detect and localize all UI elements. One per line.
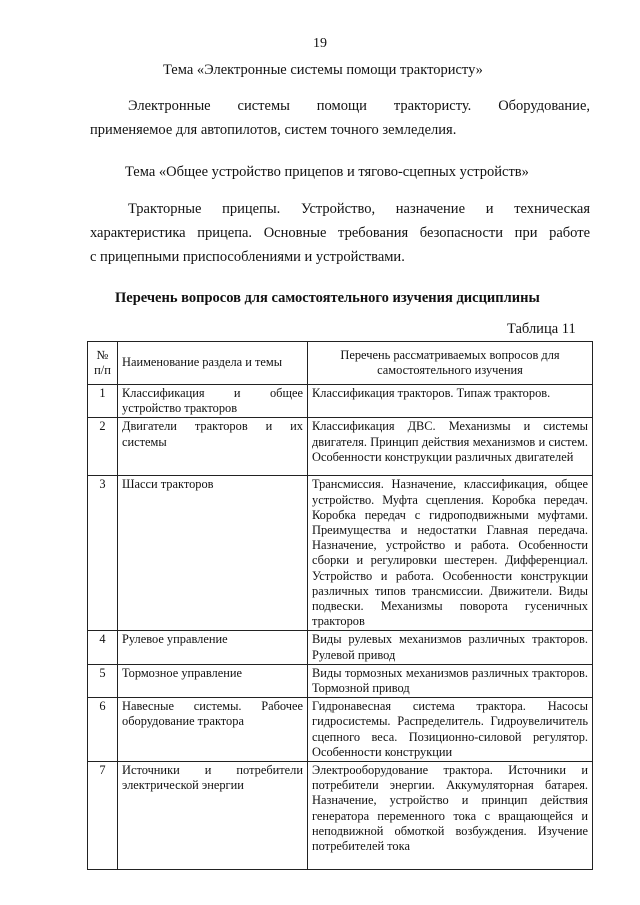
- table-row: [88, 385, 593, 418]
- header-num: № п/п: [88, 342, 118, 385]
- row-name: Шасси тракторов: [118, 476, 308, 631]
- table-row: [88, 664, 593, 697]
- row-name: Классификация и общее устройство тракторов: [118, 385, 308, 418]
- row-num: 7: [88, 762, 118, 870]
- page-number: 19: [313, 36, 327, 51]
- table-row: [88, 631, 593, 664]
- table-label: Таблица 11: [507, 321, 576, 337]
- topic2-line3: с прицепными приспособлениями и устройствами.: [90, 249, 405, 265]
- topic2-line1: Тракторные прицепы. Устройство, назначение и техническая: [128, 201, 590, 217]
- row-name: Двигатели тракторов и их системы: [118, 418, 308, 476]
- table-row: [88, 762, 593, 870]
- row-num: 6: [88, 698, 118, 762]
- row-num: 4: [88, 631, 118, 664]
- topic2-line2: характеристика прицепа. Основные требования безопасности при работе: [90, 225, 590, 241]
- table-header-row: [88, 342, 593, 385]
- topic1-line1: Электронные системы помощи трактористу. Оборудование,: [128, 98, 590, 114]
- row-questions: Виды рулевых механизмов различных тракторов. Рулевой привод: [308, 631, 593, 664]
- row-questions: Классификация тракторов. Типаж тракторов.: [308, 385, 593, 418]
- topic1-line2: применяемое для автопилотов, систем точного земледелия.: [90, 122, 457, 138]
- row-questions: Классификация ДВС. Механизмы и системы двигателя. Принцип действия механизмов и систем. Особенности конструкции различных двигателей: [308, 418, 593, 476]
- topic2-title: Тема «Общее устройство прицепов и тягово-сцепных устройств»: [125, 164, 529, 180]
- row-name: Навесные системы. Рабочее оборудование трактора: [118, 698, 308, 762]
- row-name: Тормозное управление: [118, 664, 308, 697]
- row-name: Рулевое управление: [118, 631, 308, 664]
- table-row: [88, 418, 593, 476]
- topics-table: [87, 341, 593, 870]
- table-row: [88, 476, 593, 631]
- topic1-title: Тема «Электронные системы помощи трактористу»: [163, 62, 483, 78]
- row-num: 1: [88, 385, 118, 418]
- row-name: Источники и потребители электрической энергии: [118, 762, 308, 870]
- table-row: [88, 698, 593, 762]
- row-questions: Трансмиссия. Назначение, классификация, общее устройство. Муфта сцепления. Коробка передач. Коробка передач с гидроподвижными муфтами. Преимущества и недостатки Главная передача. Назначение, устройство и работа. Особенности сборки и регулировки шестерен. Дифференциал. Устройство и работа. Особенности конструкции различных типов трансмиссии. Движители. Виды подвески. Механизмы поворота гусеничных тракторов: [308, 476, 593, 631]
- row-num: 5: [88, 664, 118, 697]
- row-num: 3: [88, 476, 118, 631]
- section-title: Перечень вопросов для самостоятельного изучения дисциплины: [115, 290, 540, 306]
- row-questions: Виды тормозных механизмов различных тракторов. Тормозной привод: [308, 664, 593, 697]
- row-questions: Электрооборудование трактора. Источники и потребители энергии. Аккумуляторная батарея. Назначение, устройство и принцип действия генератора переменного тока с вращающейся и неподвижной обмоткой возбуждения. Изучение потребителей тока: [308, 762, 593, 870]
- row-questions: Гидронавесная система трактора. Насосы гидросистемы. Распределитель. Гидроувеличитель сцепного веса. Позиционно-силовой регулятор. Особенности конструкции: [308, 698, 593, 762]
- header-name: Наименование раздела и темы: [118, 342, 308, 385]
- row-num: 2: [88, 418, 118, 476]
- header-questions: Перечень рассматриваемых вопросов для самостоятельного изучения: [308, 342, 593, 385]
